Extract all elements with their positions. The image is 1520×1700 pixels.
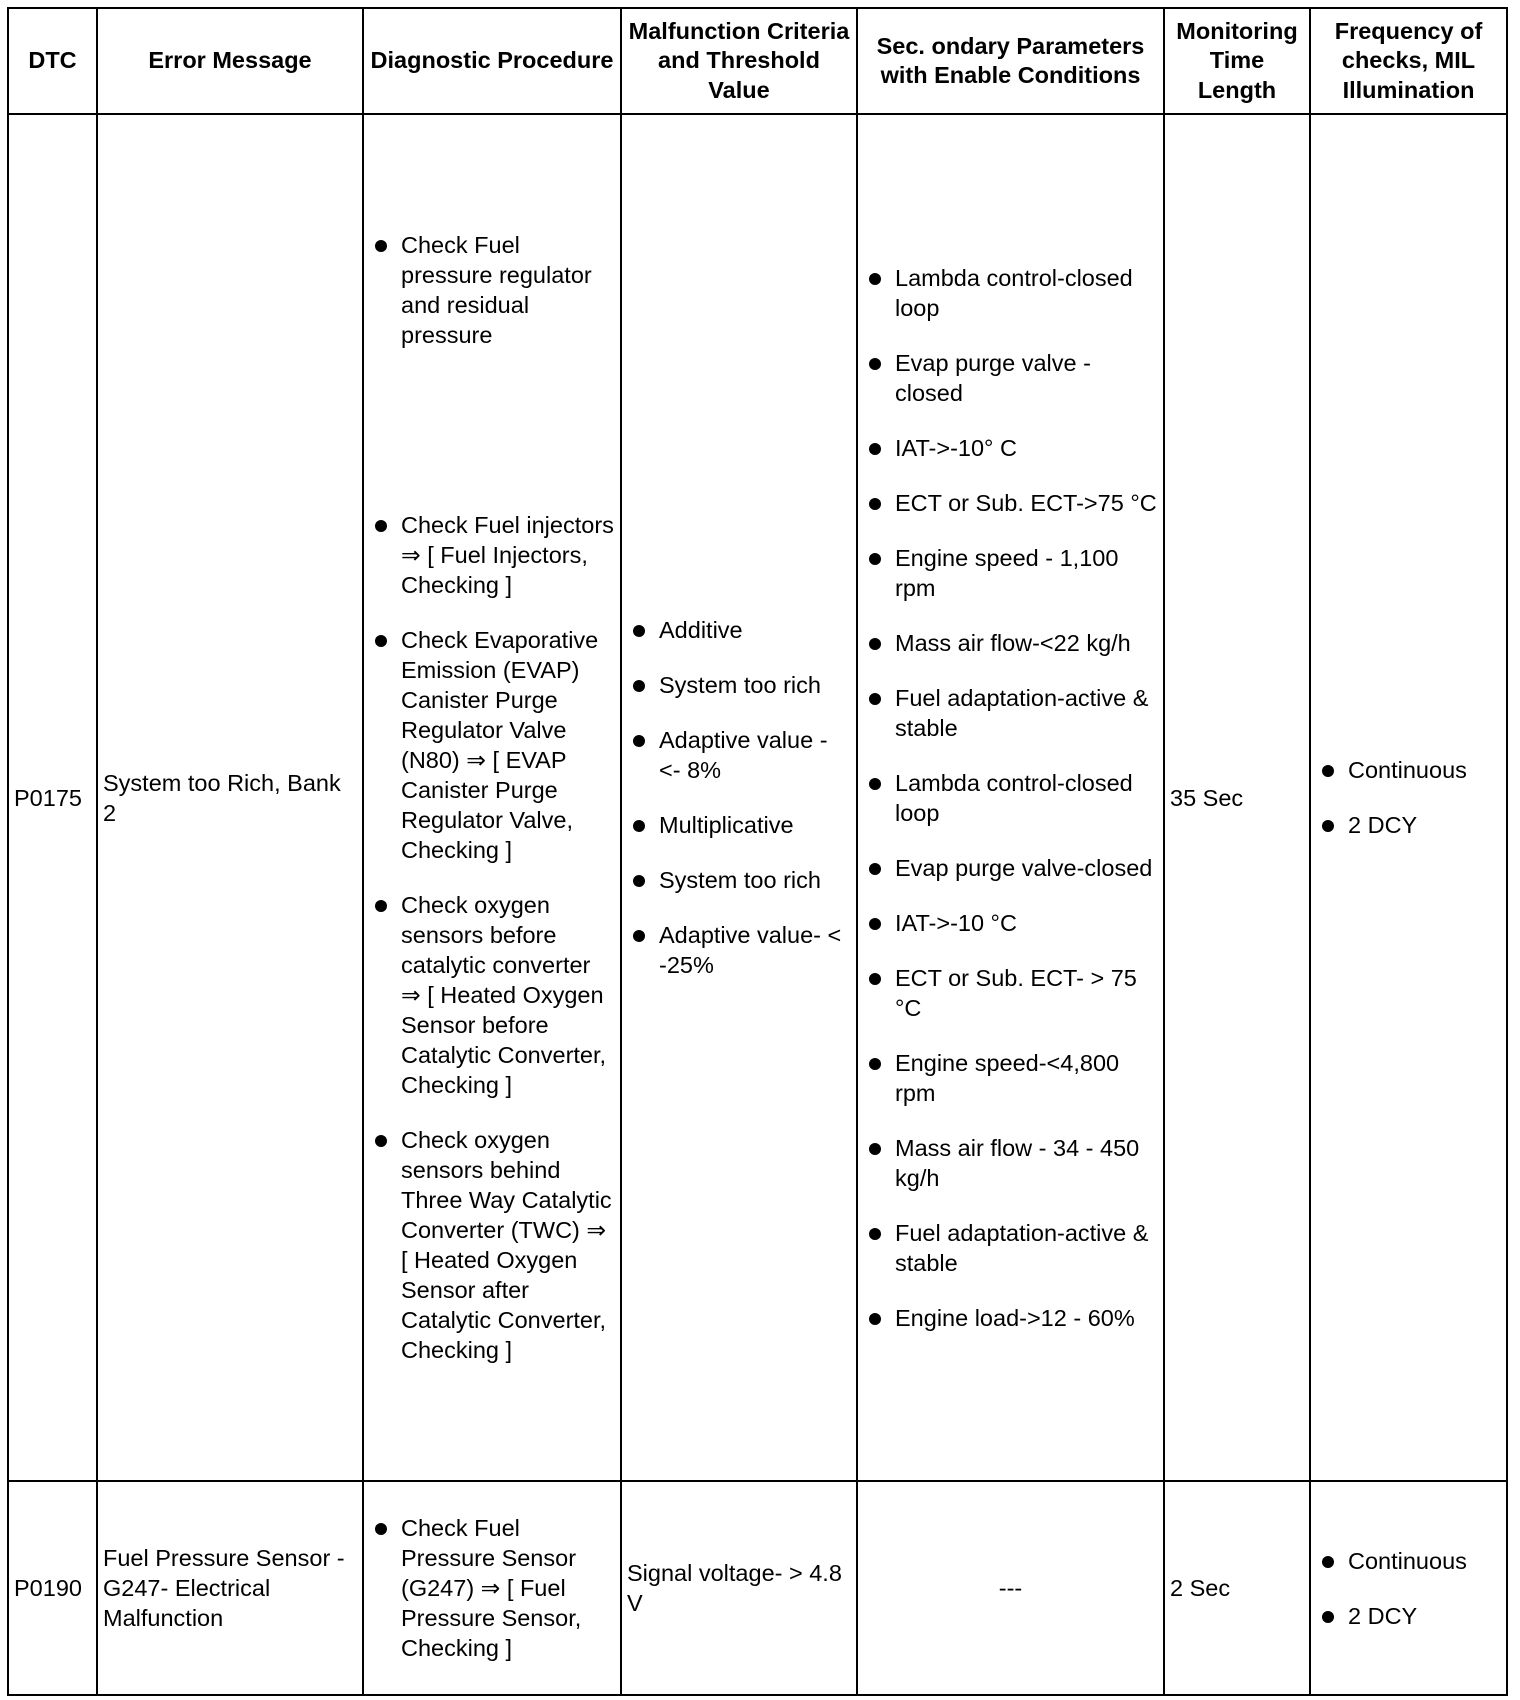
criteria-list: [627, 615, 851, 980]
list-item: 2 DCY: [1316, 810, 1501, 840]
header-malfunction-criteria: Malfunction Criteria and Threshold Value: [621, 8, 857, 114]
list-item: Check oxygen sensors before catalytic converter ⇒ [ Heated Oxygen Sensor before Catalytic Converter, Checking ]: [369, 890, 615, 1100]
list-item: System too rich: [627, 865, 851, 895]
malfunction-criteria: Signal voltage- > 4.8 V: [621, 1481, 857, 1695]
list-item: Check Fuel Pressure Sensor (G247) ⇒ [ Fuel Pressure Sensor, Checking ]: [369, 1513, 615, 1663]
error-message: System too Rich, Bank 2: [97, 114, 363, 1481]
list-item: Engine speed-<4,800 rpm: [863, 1048, 1158, 1108]
list-item: Check Fuel pressure regulator and residual pressure: [369, 230, 615, 350]
header-diagnostic-procedure: Diagnostic Procedure: [363, 8, 621, 114]
list-item: Multiplicative: [627, 810, 851, 840]
frequency-list: [1316, 755, 1501, 840]
list-item: Evap purge valve-closed: [863, 853, 1158, 883]
frequency-mil: [1310, 114, 1507, 1481]
diagnostic-list: [369, 1513, 615, 1663]
frequency-mil: [1310, 1481, 1507, 1695]
diagnostic-list: [369, 230, 615, 1365]
header-dtc: DTC: [8, 8, 97, 114]
list-item: Lambda control-closed loop: [863, 768, 1158, 828]
table-row: [8, 1481, 1507, 1695]
list-item: Additive: [627, 615, 851, 645]
header-error-message: Error Message: [97, 8, 363, 114]
list-item: Adaptive value- < -25%: [627, 920, 851, 980]
monitoring-time: 35 Sec: [1164, 114, 1310, 1481]
list-item: Check Evaporative Emission (EVAP) Canister Purge Regulator Valve (N80) ⇒ [ EVAP Canister Purge Regulator Valve, Checking ]: [369, 625, 615, 865]
frequency-list: [1316, 1546, 1501, 1631]
malfunction-criteria: [621, 114, 857, 1481]
list-item: ECT or Sub. ECT->75 °C: [863, 488, 1158, 518]
list-item: 2 DCY: [1316, 1601, 1501, 1631]
dtc-code: P0175: [8, 114, 97, 1481]
header-row: [8, 8, 1507, 114]
list-item: Evap purge valve - closed: [863, 348, 1158, 408]
list-item: Fuel adaptation-active & stable: [863, 683, 1158, 743]
secondary-parameters: ---: [857, 1481, 1164, 1695]
list-item: IAT->-10° C: [863, 433, 1158, 463]
header-frequency: Frequency of checks, MIL Illumination: [1310, 8, 1507, 114]
secondary-parameters: [857, 114, 1164, 1481]
secondary-list: [863, 263, 1158, 1333]
list-item: ECT or Sub. ECT- > 75 °C: [863, 963, 1158, 1023]
diagnostic-procedure: [363, 1481, 621, 1695]
list-item: Mass air flow-<22 kg/h: [863, 628, 1158, 658]
list-item: Continuous: [1316, 1546, 1501, 1576]
list-item: Mass air flow - 34 - 450 kg/h: [863, 1133, 1158, 1193]
list-item: Adaptive value - <- 8%: [627, 725, 851, 785]
table-row: [8, 114, 1507, 1481]
header-monitoring-time: Monitoring Time Length: [1164, 8, 1310, 114]
error-message: Fuel Pressure Sensor -G247- Electrical Malfunction: [97, 1481, 363, 1695]
list-item: Engine speed - 1,100 rpm: [863, 543, 1158, 603]
list-item: System too rich: [627, 670, 851, 700]
list-item: Fuel adaptation-active & stable: [863, 1218, 1158, 1278]
list-item: Check oxygen sensors behind Three Way Catalytic Converter (TWC) ⇒ [ Heated Oxygen Sensor after Catalytic Converter, Checking ]: [369, 1125, 615, 1365]
header-secondary-parameters: Sec. ondary Parameters with Enable Conditions: [857, 8, 1164, 114]
dtc-table: [7, 7, 1508, 1696]
dtc-code: P0190: [8, 1481, 97, 1695]
diagnostic-procedure: [363, 114, 621, 1481]
list-item: IAT->-10 °C: [863, 908, 1158, 938]
list-item: Continuous: [1316, 755, 1501, 785]
monitoring-time: 2 Sec: [1164, 1481, 1310, 1695]
list-item: Lambda control-closed loop: [863, 263, 1158, 323]
list-item: Check Fuel injectors ⇒ [ Fuel Injectors, Checking ]: [369, 510, 615, 600]
list-item: Engine load->12 - 60%: [863, 1303, 1158, 1333]
